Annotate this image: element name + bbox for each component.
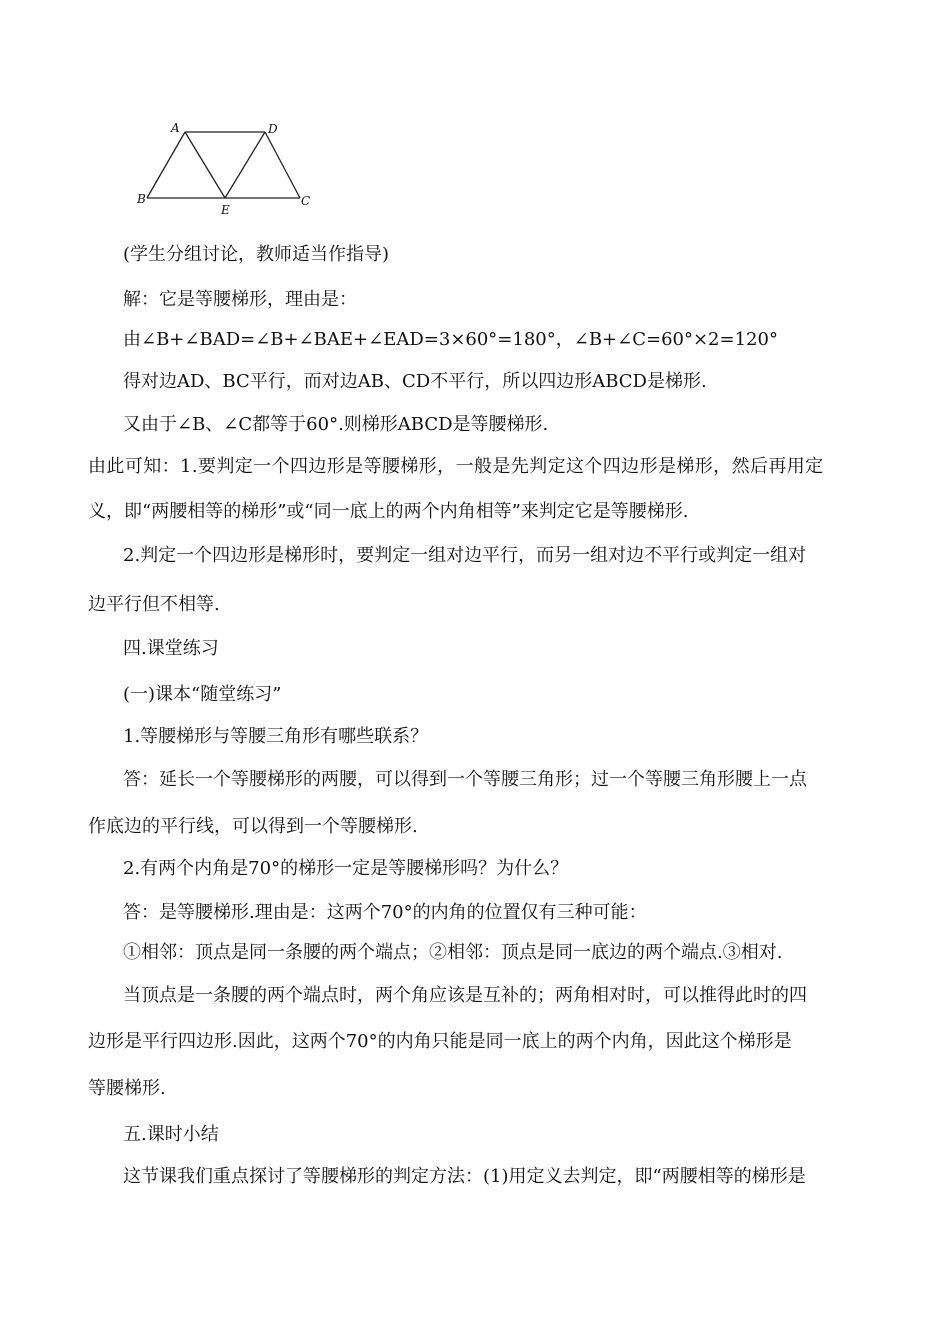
text-line: 边形是平行四边形.因此，这两个70°的内角只能是同一底上的两个内角，因此这个梯形是: [88, 1031, 792, 1052]
vertex-label-e: E: [221, 203, 230, 217]
section-heading: 五.课时小结: [123, 1124, 219, 1145]
text-line: 解：它是等腰梯形，理由是：: [123, 289, 357, 310]
text-line: 又由于∠B、∠C都等于60°.则梯形ABCD是等腰梯形.: [123, 414, 549, 435]
segment-AE: [185, 132, 225, 198]
section-heading: 四.课堂练习: [123, 638, 219, 659]
segment-DE: [225, 132, 265, 198]
text-line: (一)课本“随堂练习”: [123, 684, 282, 705]
segment-DC: [265, 132, 300, 198]
segment-AB: [147, 132, 185, 198]
text-line: 这节课我们重点探讨了等腰梯形的判定方法：(1)用定义去判定，即“两腰相等的梯形是: [123, 1166, 806, 1187]
text-line: 当顶点是一条腰的两个端点时，两个角应该是互补的；两角相对时，可以推得此时的四: [123, 985, 807, 1006]
answer: 答：是等腰梯形.理由是：这两个70°的内角的位置仅有三种可能：: [123, 902, 647, 923]
text-line: 得对边AD、BC平行，而对边AB、CD不平行，所以四边形ABCD是梯形.: [123, 371, 707, 392]
text-line: (学生分组讨论，教师适当作指导): [123, 244, 390, 265]
vertex-label-b: B: [137, 192, 146, 206]
text-line: 作底边的平行线，可以得到一个等腰梯形.: [88, 816, 418, 837]
text-line: 由此可知：1.要判定一个四边形是等腰梯形，一般是先判定这个四边形是梯形，然后再用定: [88, 456, 824, 477]
text-line: 2.判定一个四边形是梯形时，要判定一组对边平行，而另一组对边不平行或判定一组对: [123, 545, 807, 566]
text-line: 边平行但不相等.: [88, 594, 220, 615]
text-line: 义，即“两腰相等的梯形”或“同一底上的两个内角相等”来判定它是等腰梯形.: [88, 501, 689, 522]
vertex-label-d: D: [268, 122, 278, 136]
question: 1.等腰梯形与等腰三角形有哪些联系？: [123, 726, 429, 747]
answer: 答：延长一个等腰梯形的两腰，可以得到一个等腰三角形；过一个等腰三角形腰上一点: [123, 769, 807, 790]
text-line: 由∠B+∠BAD=∠B+∠BAE+∠EAD=3×60°=180°，∠B+∠C=60°×2=120°: [123, 329, 778, 350]
question: 2.有两个内角是70°的梯形一定是等腰梯形吗？为什么？: [123, 858, 569, 879]
text-line: ①相邻：顶点是同一条腰的两个端点；②相邻：顶点是同一底边的两个端点.③相对.: [123, 942, 783, 963]
vertex-label-a: A: [171, 121, 180, 135]
vertex-label-c: C: [301, 194, 311, 208]
trapezoid-diagram: [135, 118, 325, 218]
trapezoid-figure: [135, 118, 325, 218]
text-line: 等腰梯形.: [88, 1078, 166, 1099]
